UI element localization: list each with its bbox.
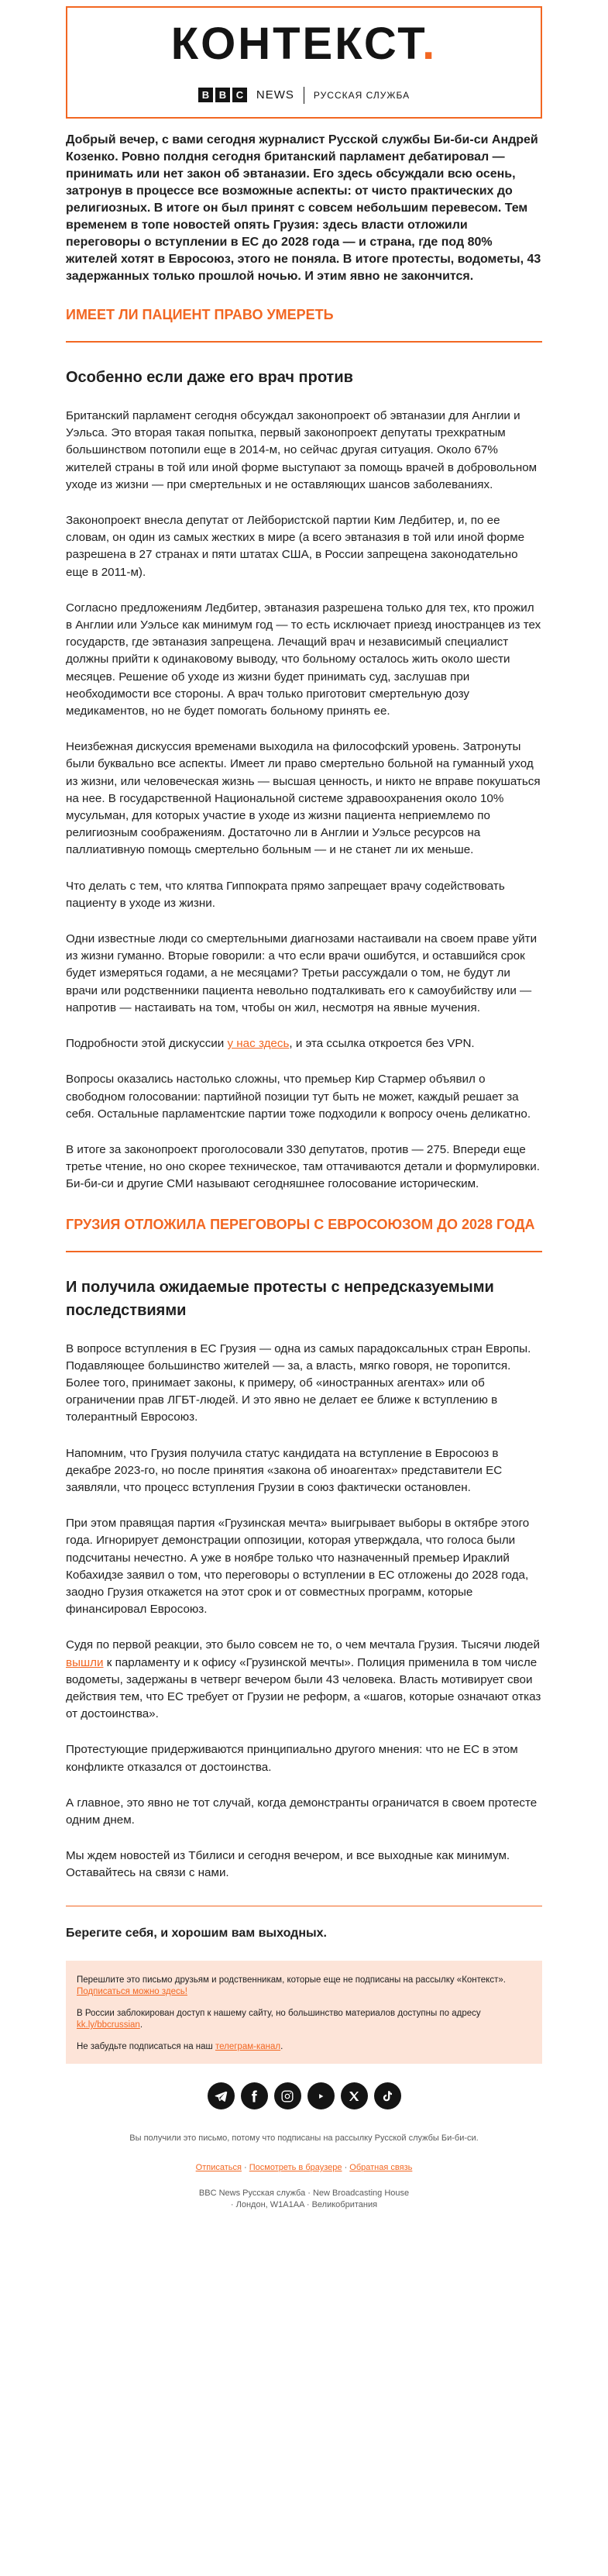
article-paragraph: В итоге за законопроект проголосовали 330 депутатов, против — 275. Впереди еще третье чтение, но оно скорее техническое, там оттачиваются детали и формулировки. Би-би-си и другие СМИ называют сегодняшнее голосование историческим. [66,1142,540,1191]
newsletter-column [66,6,542,2211]
article-paragraph: Законопроект внесла депутат от Лейбористской партии Ким Ледбитер, и, по ее словам, он один из самых жестких в мире (а всего эвтаназия в той или иной форме разрешена в 27 странах и пяти штатах США, в России запрещена законодательно еще в 2011-м). [66,514,525,579]
social-icons-row [66,2082,542,2109]
text-span: Подробности этой дискуссии [66,1037,228,1051]
promo-paragraph [77,2008,531,2032]
text-span: , и эта ссылка откроется без VPN. [289,1037,475,1051]
telegram-channel-link[interactable]: телеграм-канал [215,2041,281,2051]
article-paragraph: Неизбежная дискуссия временами выходила на философский уровень. Затронуты были буквально все аспекты. Имеет ли право смертельно больной на гуманный уход из жизни, или человеческая жизнь — высшая ценность, и никто не вправе покушаться на нее. В государственной Национальной системе здравоохранения около 10% мусульман, для которых участие в уходе из жизни пациента неприемлемо по религиозным соображениям. Достаточно ли в Англии и Уэльсе ресурсов на паллиативную помощь смертельно больным — и не станет ли их меньше. [66,740,541,857]
bbc-block: B [198,88,213,102]
article-paragraph: Одни известные люди со смертельными диагнозами настаивали на своем праве уйти из жизни гуманно. Вторые говорили: а что если врачи ошибутся, и оставшийся срок будет измеряться годами, а не месяцами? Третьи рассуждали о том, не будут ли врачи или родственники пациента невольно подталкивать его к самоубийству или — напротив — настаивать на том, чтобы он жил, несмотря на явные мучения. [66,932,538,1014]
article-paragraph: Что делать с тем, что клятва Гиппократа прямо запрещает врачу содействовать пациенту в уходе из жизни. [66,879,505,910]
section-divider [66,1251,542,1252]
text-span: Судя по первой реакции, это было совсем не то, о чем мечтала Грузия. Тысячи людей [66,1638,540,1652]
section-subheading: И получила ожидаемые протесты с непредсказуемыми последствиями [66,1278,494,1319]
article-paragraph: В вопросе вступления в ЕС Грузия — одна из самых парадоксальных стран Европы. Подавляющее большинство жителей — за, а власть, мягко говоря, не торопится. Более того, принимает законы, к примеру, об «иностранных агентах» или об ограничении прав ЛГБТ-людей. И это явно не делает ее ближе к вступлению в толерантный Евросоюз. [66,1341,531,1424]
telegram-icon[interactable] [208,2082,235,2109]
footer-subscription-note: Вы получили это письмо, потому что подписаны на рассылку Русской службы Би-би-си. [129,2133,479,2144]
link-separator: · [241,2163,249,2173]
logo-text: КОНТЕКСТ [170,18,423,69]
discussion-link[interactable]: у нас здесь [227,1037,290,1051]
mirror-site-link[interactable]: kk.ly/bbcrussian [77,2020,140,2030]
instagram-icon[interactable] [274,2082,301,2109]
view-in-browser-link[interactable]: Посмотреть в браузере [249,2163,342,2173]
promo-box [66,1961,542,2065]
facebook-icon[interactable] [241,2082,268,2109]
masthead [66,6,542,119]
footer-address: BBC News Русская служба · New Broadcasting House · Лондон, W1A1AA · Великобритания [198,2189,410,2210]
text-span: В России заблокирован доступ к нашему сайту, но большинство материалов доступны по адресу [77,2008,481,2018]
unsubscribe-link[interactable]: Отписаться [195,2163,242,2173]
tiktok-icon[interactable] [374,2082,401,2109]
article-paragraph: Согласно предложениям Ледбитер, эвтаназия разрешена только для тех, кто прожил в Англии или Уэльсе как минимум год — то есть исключает приезд иностранцев из тех государств, где эвтаназия запрещена. Лечащий врач и независимый специалист должны прийти к одинаковому выводу, что больному осталось жить около шести месяцев. Решение об уходе из жизни будет принимать суд, заслушав при необходимости все стороны. А врач только приготовит смертельную дозу медикаментов, но не будет помогать больному принять ее. [66,601,541,718]
link-separator: · [342,2163,350,2173]
bbc-blocks-logo [198,88,247,102]
text-span: Перешлите это письмо друзьям и родственникам, которые еще не подписаны на рассылку «Контекст». [77,1975,506,1985]
x-icon[interactable] [341,2082,368,2109]
bbc-block: C [232,88,247,102]
signoff-text: Берегите себя, и хорошим вам выходных. [66,1926,327,1940]
text-span: . [280,2041,283,2051]
text-span: . [139,2020,143,2030]
article-paragraph [66,1035,542,1052]
article-paragraph: При этом правящая партия «Грузинская мечта» выигрывает выборы в октябре этого года. Игнорирует демонстрации оппозиции, которая утверждала, что голоса были подсчитаны нечестно. А уже в ноябре только что назначенный премьер Ираклий Кобахидзе заявил о том, что переговоры о вступлении в ЕС отложены до 2028 года, заодно Грузия откажется на этот срок и от совместных программ, которые финансировал Евросоюз. [66,1517,530,1617]
promo-paragraph [77,1975,531,1999]
promo-paragraph [77,2041,531,2054]
bbc-russian-brand [198,87,410,104]
logo-dot: . [422,18,438,69]
article-paragraph: Вопросы оказались настолько сложны, что премьер Кир Стармер объявил о свободном голосовании: партийной позиции тут быть не может, каждый решает за себя. Остальные парламентские партии тоже подходили к вопросу очень деликатно. [66,1073,531,1121]
feedback-link[interactable]: Обратная связь [349,2163,413,2173]
text-span: Не забудьте подписаться на наш [77,2041,215,2051]
intro-paragraph: Добрый вечер, с вами сегодня журналист Русской службы Би-би-си Андрей Козенко. Ровно полдня сегодня британский парламент дебатировал — принимать или нет закон об эвтаназии. Его здесь обсуждали всю осень, затронув в процессе все возможные аспекты: от чисто практических до религиозных. В итоге он был принят с совсем небольшим перевесом. Тем временем в топе новостей опять Грузия: здесь власти отложили переговоры о вступлении в ЕС до 2028 года — и страна, где под 80% жителей хотят в Евросоюз, этого не поняла. В итоге протесты, водометы, 43 задержанных только прошлой ночью. И этим явно не закончится. [66,133,541,283]
footer-links [66,2163,542,2172]
service-label: РУССКАЯ СЛУЖБА [313,89,410,101]
section-heading-georgia: ГРУЗИЯ ОТЛОЖИЛА ПЕРЕГОВОРЫ С ЕВРОСОЮЗОМ ДО 2028 ГОДА [66,1216,535,1232]
section-divider [66,341,542,343]
article-paragraph: Напомним, что Грузия получила статус кандидата на вступление в Евросоюз в декабре 2023-го, но после принятия «закона об иноагентах» представители ЕС заявляли, что процесс вступления Грузии в союз фактически остановлен. [66,1446,503,1494]
kontekst-logo [170,18,438,69]
subscribe-link[interactable]: Подписаться можно здесь! [77,1987,187,1997]
article-paragraph: А главное, это явно не тот случай, когда демонстранты ограничатся в своем протесте одним днем. [66,1796,538,1827]
article-paragraph: Мы ждем новостей из Тбилиси и сегодня вечером, и все выходные как минимум. Оставайтесь на связи с нами. [66,1849,510,1880]
text-span: к парламенту и к офису «Грузинской мечты». Полиция применила в том числе водометы, задержаны в четверг вечером были 43 человека. Власть мотивирует свои действия тем, что ЕС требует от Грузии не реформ, а «шагов, которые означают отказ от достоинства». [66,1655,541,1721]
article-paragraph: Британский парламент сегодня обсуждал законопроект об эвтаназии для Англии и Уэльса. Это вторая такая попытка, первый законопроект депутаты трехкратным большинством потопили еще в 2014-м, но сейчас другая ситуация. Около 67% жителей страны в той или иной форме выступают за помощь врачей в добровольном уходе из жизни — при смертельных и не оставляющих шансов заболеваниях. [66,409,538,491]
youtube-icon[interactable] [307,2082,335,2109]
section-subheading: Особенно если даже его врач против [66,369,353,386]
section-heading-euthanasia: ИМЕЕТ ЛИ ПАЦИЕНТ ПРАВО УМЕРЕТЬ [66,307,334,322]
article-paragraph [66,1637,542,1723]
bbc-block: B [215,88,230,102]
article-paragraph: Протестующие придерживаются принципиально другого мнения: что не ЕС в этом конфликте отказался от достоинства. [66,1743,518,1774]
protest-link[interactable]: вышли [66,1655,104,1669]
bbc-news-label: NEWS [256,88,294,102]
